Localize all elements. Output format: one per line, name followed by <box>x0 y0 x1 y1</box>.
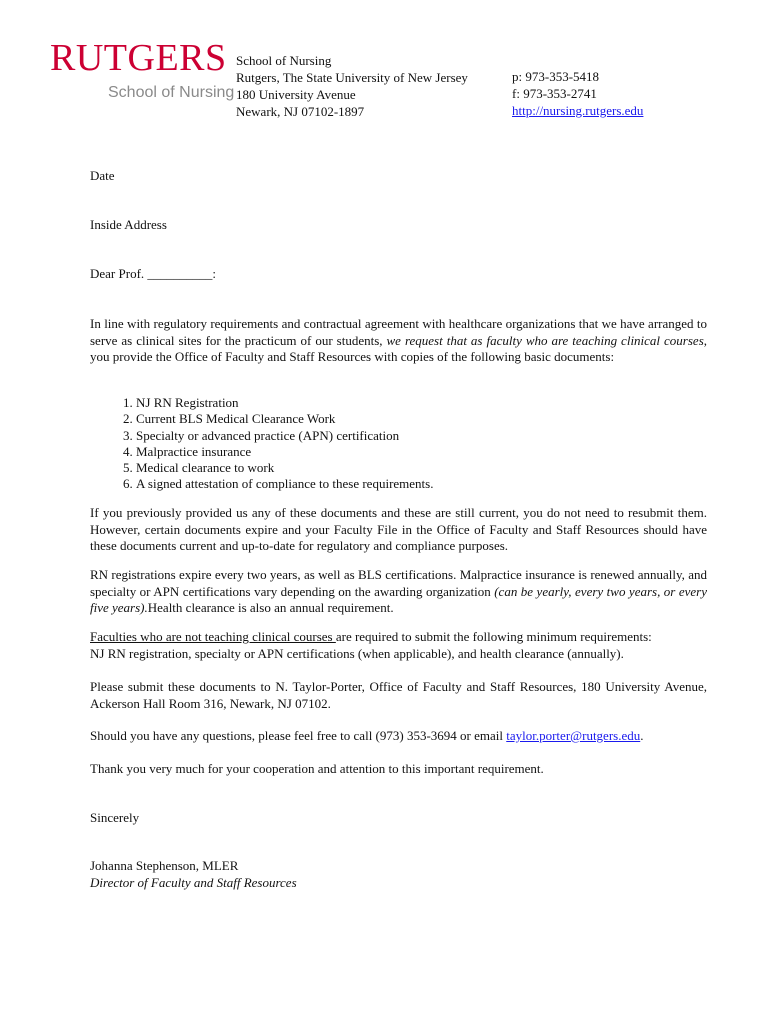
address-line: 180 University Avenue <box>236 87 356 102</box>
questions-text-end: . <box>640 728 644 743</box>
rutgers-logo <box>50 37 235 108</box>
questions-paragraph <box>90 728 644 745</box>
letterhead-address <box>236 52 468 120</box>
list-item: 4. Malpractice insurance <box>136 444 433 460</box>
required-documents-list <box>90 395 433 493</box>
website-link[interactable]: http://nursing.rutgers.edu <box>512 103 644 118</box>
intro-emphasis: we request that as faculty who are teaching clinical courses <box>386 332 704 348</box>
inside-address: Inside Address <box>90 217 167 232</box>
logo-wordmark: RUTGERS <box>50 37 227 79</box>
phone-number: p: 973-353-5418 <box>512 69 600 84</box>
non-clinical-underlined: Faculties who are not teaching clinical courses <box>90 629 336 644</box>
thanks-paragraph: Thank you very much for your cooperation and attention to this important requirement. <box>90 761 544 776</box>
intro-text-end: , you provide the Office of Faculty and Staff Resources with copies of the following basic documents: <box>90 332 707 364</box>
signer-name: Johanna Stephenson, MLER <box>90 858 239 873</box>
salutation: Dear Prof. __________: <box>90 266 217 281</box>
expiry-paragraph <box>90 567 707 617</box>
logo-subtitle: School of Nursing <box>108 84 235 101</box>
letterhead-contact <box>512 68 643 119</box>
address-line: Rutgers, The State University of New Jersey <box>236 70 468 85</box>
list-item: 5. Medical clearance to work <box>136 460 433 476</box>
address-line: Newark, NJ 07102-1897 <box>236 104 365 119</box>
expiry-emphasis: (can be yearly, every two years, or every five years). <box>90 583 707 615</box>
signer-title <box>90 875 297 892</box>
submission-paragraph: Please submit these documents to N. Taylor-Porter, Office of Faculty and Staff Resources, 180 University Avenue, Ackerson Hall Room 316, Newark, NJ 07102. <box>90 679 707 711</box>
list-item: 6. A signed attestation of compliance to these requirements. <box>136 476 433 492</box>
list-item: 2. Current BLS Medical Clearance Work <box>136 411 433 427</box>
list-item: 1. NJ RN Registration <box>136 395 433 411</box>
fax-number: f: 973-353-2741 <box>512 86 597 101</box>
date-line: Date <box>90 168 115 183</box>
expiry-text: RN registrations expire every two years, as well as BLS certifications. Malpractice insurance is renewed annually, and specialty or APN certifications vary depending on the awarding organization <box>90 567 707 599</box>
questions-text: Should you have any questions, please feel free to call (973) 353-3694 or email <box>90 728 507 743</box>
intro-text: In line with regulatory requirements and contractual agreement with healthcare organizations that we have arranged to serve as clinical sites for the practicum of our students, <box>90 316 707 348</box>
non-clinical-text: are required to submit the following minimum requirements: <box>335 629 652 644</box>
email-link[interactable]: taylor.porter@rutgers.edu <box>506 728 641 743</box>
intro-paragraph <box>90 316 707 366</box>
address-line: School of Nursing <box>236 53 332 68</box>
non-clinical-paragraph <box>90 629 707 662</box>
non-clinical-requirements: NJ RN registration, specialty or APN certifications (when applicable), and health clearance (annually). <box>90 645 624 661</box>
list-item: 3. Specialty or advanced practice (APN) certification <box>136 428 433 444</box>
signer-title-text: Director of Faculty and Staff Resources <box>90 875 297 890</box>
expiry-text-end: Health clearance is also an annual requirement. <box>147 600 394 615</box>
resubmit-paragraph: If you previously provided us any of these documents and these are still current, you do not need to resubmit them. However, certain documents expire and your Faculty File in the Office of Faculty and Staff Resources should have these documents current and up-to-date for regulatory and compliance purposes. <box>90 505 707 553</box>
closing: Sincerely <box>90 810 140 825</box>
